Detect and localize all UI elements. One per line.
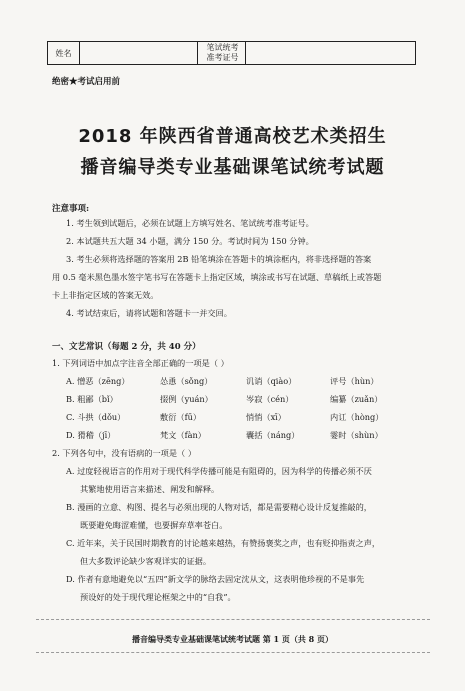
q1-option: 囊括（náng） xyxy=(246,430,300,440)
ticket-number-field[interactable] xyxy=(246,42,415,64)
q2-option-b: B. 漫画的立意、构图、提名与必须出现的人物对话，都是需要精心设计反复推敲的， xyxy=(66,502,372,512)
q1-option: 敷衍（fū） xyxy=(160,412,202,422)
note-item: 用 0.5 毫米黑色墨水签字笔书写在答题卡上指定区域，填涂或书写在试题、草稿纸上或答题 xyxy=(52,272,382,282)
note-item: 卡上非指定区域的答案无效。 xyxy=(52,290,159,300)
q1-option: 怂恿（sǒng） xyxy=(160,376,213,386)
name-field[interactable] xyxy=(80,42,198,64)
q2-option-c-cont: 但大多数评论缺少客观详实的证据。 xyxy=(80,556,212,566)
q2-option-b-cont: 既要避免晦涩难懂，也要摒弃草率苍白。 xyxy=(80,520,228,530)
q1-option: A. 憎恶（zēng） xyxy=(66,376,130,386)
ticket-label xyxy=(198,42,246,64)
candidate-info-table xyxy=(47,41,416,65)
notes-heading: 注意事项: xyxy=(52,204,90,214)
note-item: 2. 本试题共五大题 34 小题，满分 150 分。考试时间为 150 分钟。 xyxy=(66,236,314,246)
q1-option: 霎时（shùn） xyxy=(330,430,383,440)
section-heading: 一、文艺常识（每题 2 分，共 40 分） xyxy=(52,342,201,352)
question-1-stem: 1. 下列词语中加点字注音全部正确的一项是（ ） xyxy=(52,358,229,368)
ticket-label-line2: 准考证号 xyxy=(206,53,239,62)
q1-option: 内讧（hòng） xyxy=(330,412,384,422)
q1-option: 讥诮（qiào） xyxy=(246,376,297,386)
q1-option: 编纂（zuǎn） xyxy=(330,394,383,404)
q1-option: 悄悄（xī） xyxy=(246,412,286,422)
note-item: 1. 考生领到试题后，必须在试题上方填写姓名、笔试统考准考证号。 xyxy=(66,218,314,228)
note-item: 4. 考试结束后，请将试题和答题卡一并交回。 xyxy=(66,308,232,318)
note-item: 3. 考生必须将选择题的答案用 2B 铅笔填涂在答题卡的填涂框内，将非选择题的答案 xyxy=(66,254,372,264)
exam-title-line1: 2018 年陕西省普通高校艺术类招生 xyxy=(78,126,387,147)
exam-title-line2: 播音编导类专业基础课笔试统考试题 xyxy=(80,157,385,178)
q1-option: 梵文（fàn） xyxy=(160,430,206,440)
q2-option-a: A. 过度轻视语言的作用对于现代科学传播可能是有阻碍的，因为科学的传播必须不厌 xyxy=(66,466,372,476)
q2-option-d: D. 作者有意地避免以“五四”新文学的脉络去固定沈从文，这表明他珍视的不是事先 xyxy=(66,574,365,584)
question-2-stem: 2. 下列各句中，没有语病的一项是（ ） xyxy=(52,448,197,458)
q2-option-d-cont: 预设好的处于现代理论框架之中的“自我”。 xyxy=(80,592,236,602)
ticket-label-line1: 笔试统考 xyxy=(206,43,239,52)
secret-mark: 绝密★考试启用前 xyxy=(52,77,121,87)
footer-divider-bottom xyxy=(36,652,430,653)
footer-divider xyxy=(36,619,430,620)
q1-option: 掇例（yuán） xyxy=(160,394,213,404)
q1-option: C. 斗拱（dǒu） xyxy=(66,412,126,422)
q1-option: 岑寂（cén） xyxy=(246,394,294,404)
name-label: 姓名 xyxy=(48,42,80,64)
page-footer: 播音编导类专业基础课笔试统考试题 第 1 页（共 8 页） xyxy=(131,634,334,644)
q2-option-c: C. 近年来，关于民国时期教育的讨论越来越热，有赞扬褒奖之声，也有贬抑指责之声， xyxy=(66,538,381,548)
q2-option-a-cont: 其繁地使用语言来描述、阐发和解释。 xyxy=(80,484,220,494)
q1-option: D. 猾稽（jī） xyxy=(66,430,116,440)
q1-option: B. 粗鄙（bǐ） xyxy=(66,394,118,404)
q1-option: 评号（hùn） xyxy=(330,376,379,386)
